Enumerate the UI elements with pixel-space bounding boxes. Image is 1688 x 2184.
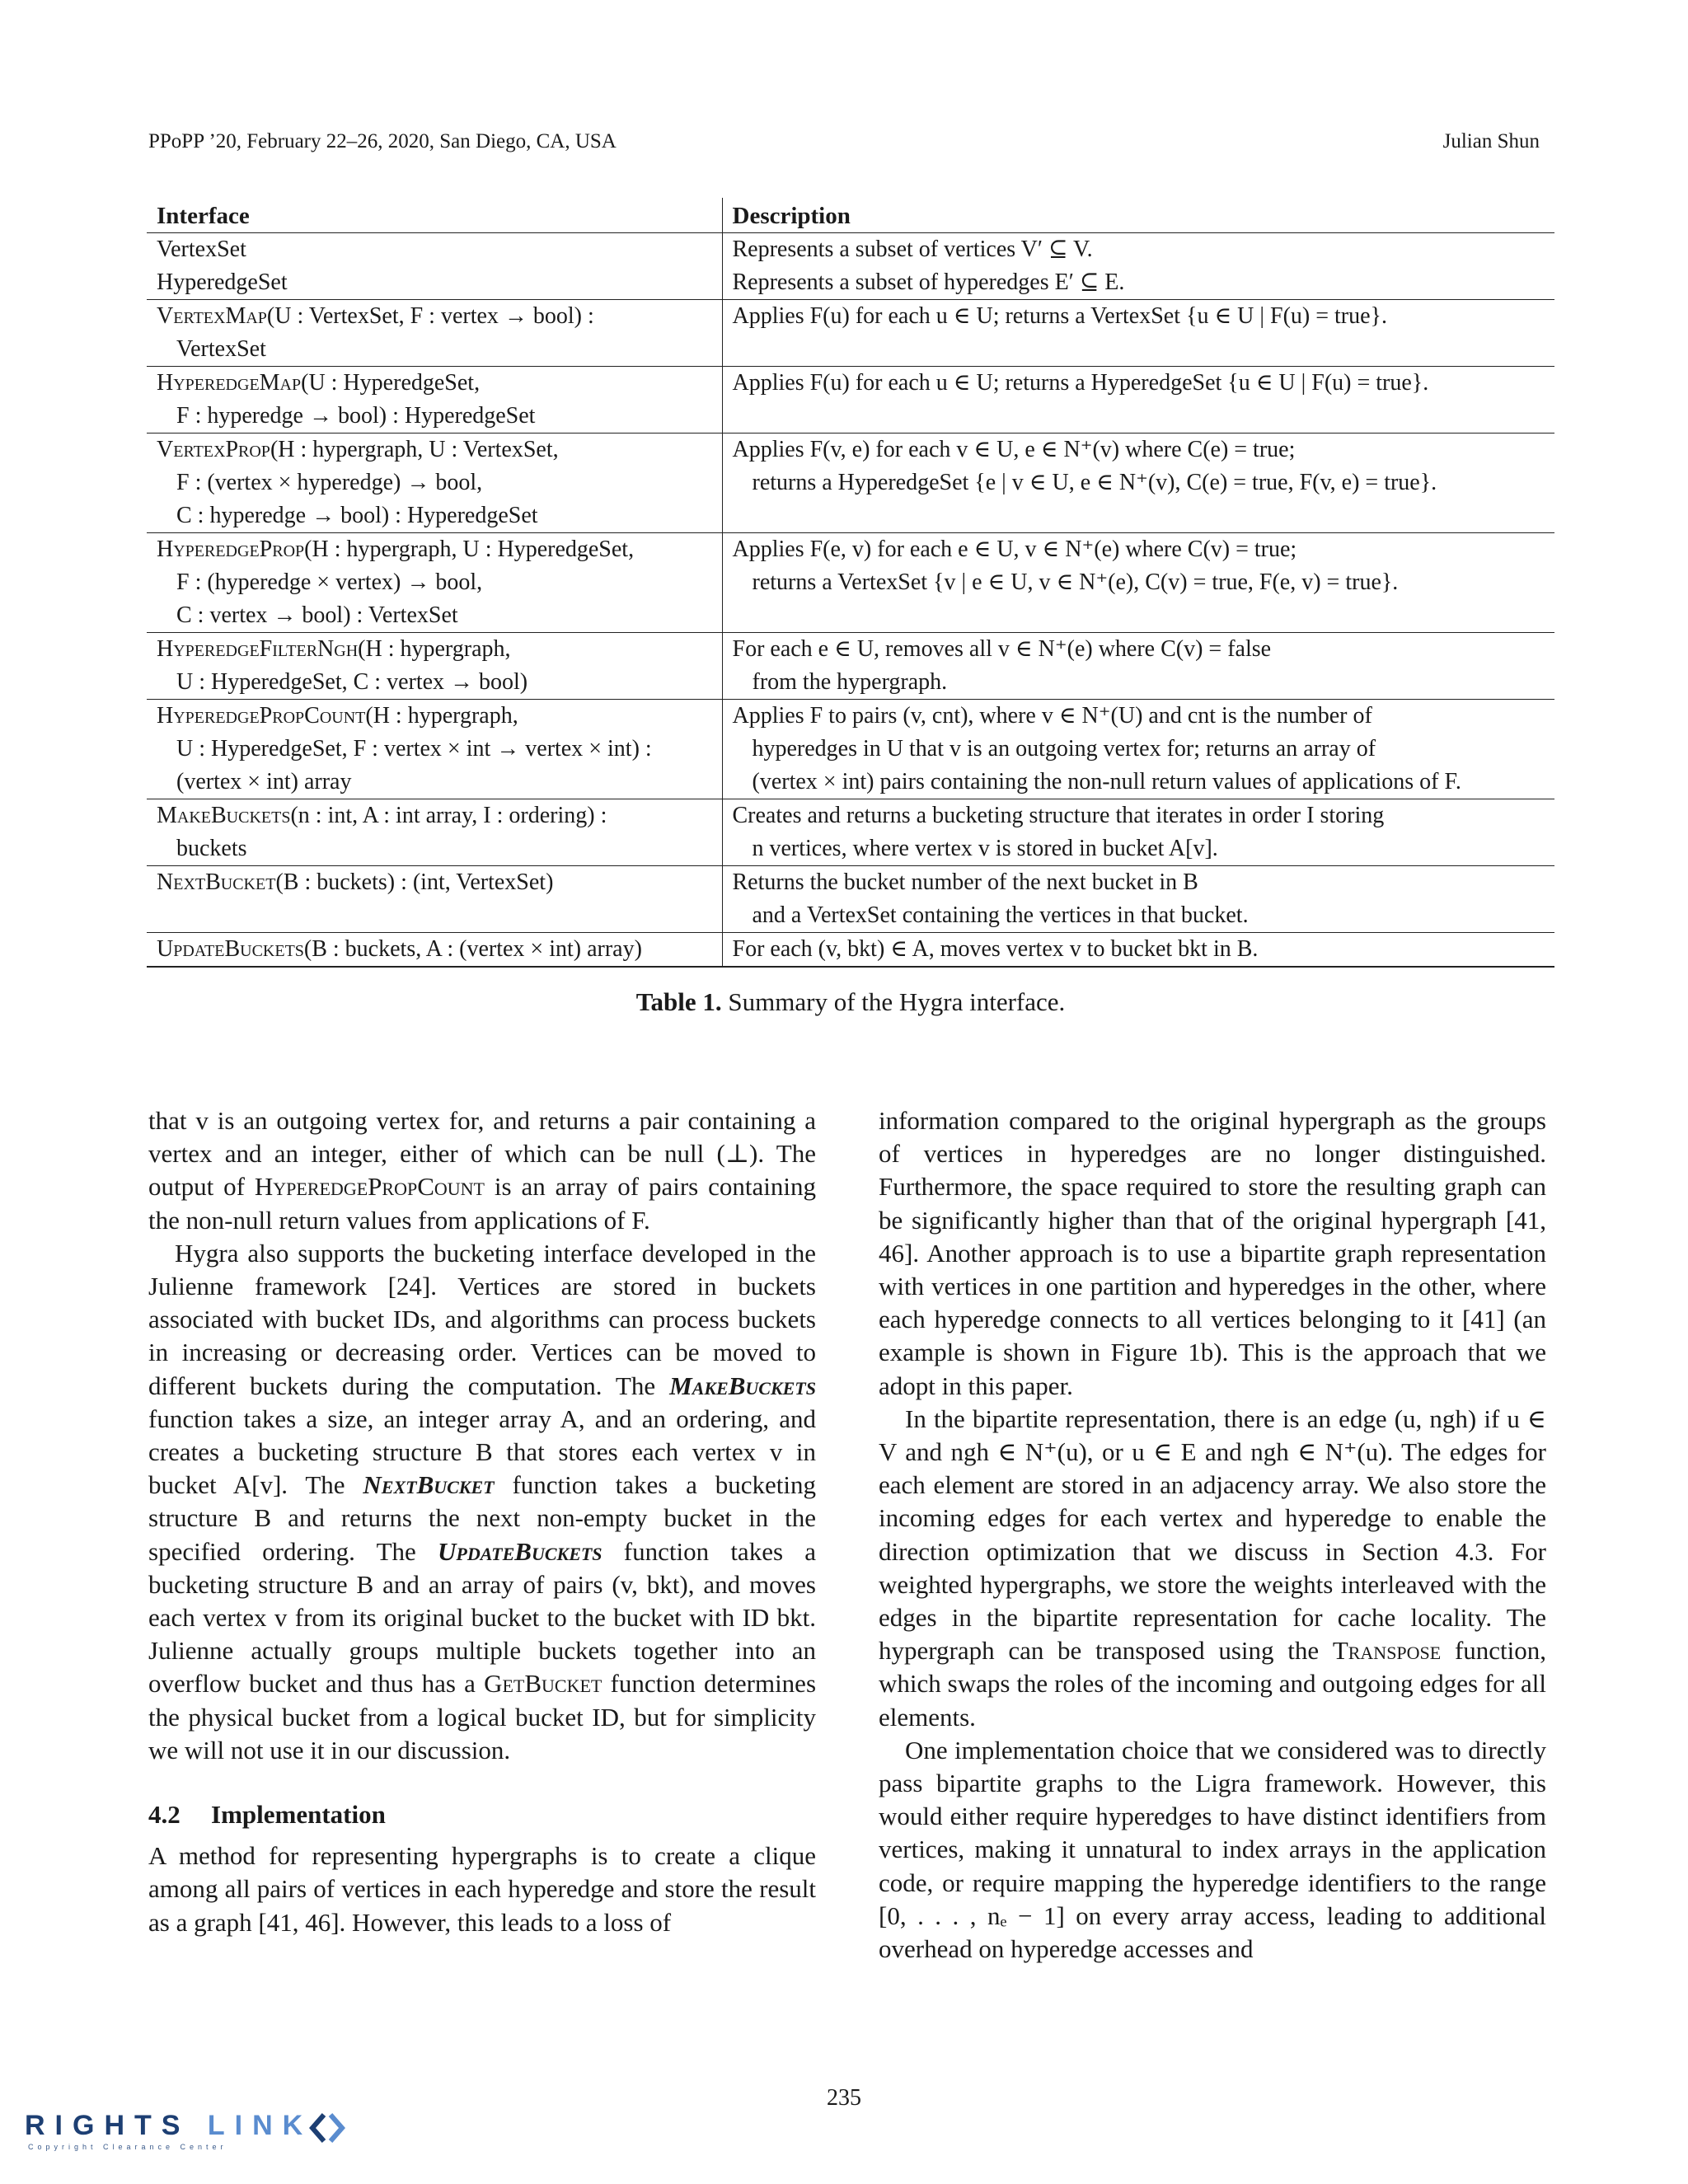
interface-cell: VertexProp(H : hypergraph, U : VertexSet, F : (vertex × hyperedge) → bool, C : hyperedge → bool) : HyperedgeSet [147, 434, 722, 533]
paragraph: One implementation choice that we considered was to directly pass bipartite graphs to the Ligra framework. However, this would either require hyperedges to have distinct identifiers from vertices, making it unnatural to index arrays in the application code, or require mapping the hyperedge identifiers to the range [0, . . . , nₑ − 1] on every array access, leading to additional overhead on hyperedge accesses and [879, 1735, 1546, 1964]
function-name: MakeBuckets [669, 1371, 816, 1400]
interface-cell: HyperedgeSet [157, 269, 288, 295]
description-cell: Returns the bucket number of the next bucket in B and a VertexSet containing the vertices in that bucket. [722, 866, 1554, 933]
right-column [879, 1104, 1546, 1966]
interface-cell: HyperedgeMap(U : HyperedgeSet, F : hyperedge → bool) : HyperedgeSet [147, 367, 722, 434]
paragraph: information compared to the original hypergraph as the groups of vertices in hyperedges are no longer distinguished. Furthermore, the space required to store the resulting graph can be significantly higher than that of the original hypergraph [41, 46]. Another approach is to use a bipartite graph representation with vertices in one partition and hyperedges in the other, where each hyperedge connects to all vertices belonging to it [41] (an example is shown in Figure 1b). This is the approach that we adopt in this paper. [879, 1106, 1546, 1400]
caption-label: Table 1. [635, 987, 722, 1016]
paragraph: A method for representing hypergraphs is to create a clique among all pairs of vertices in each hyperedge and store the result as a graph [41, 46]. However, this leads to a loss of [148, 1841, 816, 1937]
interface-cell: VertexSet [157, 237, 246, 262]
column-header-interface: Interface [147, 198, 722, 233]
interface-cell: VertexMap(U : VertexSet, F : vertex → bool) : VertexSet [147, 300, 722, 367]
function-name: UpdateBuckets [438, 1536, 603, 1566]
interface-cell: UpdateBuckets(B : buckets, A : (vertex × int) array) [147, 933, 722, 968]
section-heading: 4.2 Implementation [148, 1800, 386, 1830]
description-cell: Applies F(v, e) for each v ∈ U, e ∈ N⁺(v) where C(e) = true; returns a HyperedgeSet {e | v ∈ U, e ∈ N⁺(v), C(e) = true, F(v, e) = true}. [722, 434, 1554, 533]
description-cell: Applies F(u) for each u ∈ U; returns a VertexSet {u ∈ U | F(u) = true}. [722, 300, 1554, 367]
table-row [147, 633, 1554, 700]
function-name: Transpose [1332, 1636, 1442, 1666]
paragraph: In the bipartite representation, there is an edge (u, ngh) if u ∈ V and ngh ∈ N⁺(u), or u ∈ E and ngh ∈ N⁺(u). The edges for each element are stored in an adjacency array. We also store the incoming edges for each vertex and hyperedge to enable the direction optimization that we discuss in Section 4.3. For weighted hypergraphs, we store the weights interleaved with the edges in the bipartite representation for cache locality. The hypergraph can be transposed using the Transpose function, which swaps the roles of the incoming and outgoing edges for all elements. [879, 1404, 1547, 1732]
table-row [147, 300, 1554, 367]
description-cell: Represents a subset of hyperedges E′ ⊆ E. [722, 266, 1554, 300]
caption-text: Summary of the Hygra interface. [721, 987, 1066, 1016]
description-cell: Applies F(e, v) for each e ∈ U, v ∈ N⁺(e) where C(v) = true; returns a VertexSet {v | e ∈ U, v ∈ N⁺(e), C(v) = true, F(e, v) = true}. [722, 533, 1554, 633]
table-row [147, 533, 1554, 633]
column-header-description: Description [722, 198, 1554, 233]
paragraph: that v is an outgoing vertex for, and returns a pair containing a vertex and an integer, either of which can be null (⊥). The output of HyperedgePropCount is an array of pairs containing the non-null return values from applications of F. [148, 1106, 816, 1235]
table-caption [147, 987, 1554, 1017]
table-row [147, 933, 1554, 968]
interface-table [147, 198, 1554, 968]
interface-cell: HyperedgeFilterNgh(H : hypergraph, U : HyperedgeSet, C : vertex → bool) [147, 633, 722, 700]
interface-cell: MakeBuckets(n : int, A : int array, I : ordering) : buckets [147, 799, 722, 866]
left-column [148, 1104, 816, 1939]
table-header-row [147, 198, 1554, 233]
table-row [147, 434, 1554, 533]
interface-cell: NextBucket(B : buckets) : (int, VertexSet) [147, 866, 722, 933]
description-cell: For each (v, bkt) ∈ A, moves vertex v to bucket bkt in B. [722, 933, 1554, 968]
description-cell: Creates and returns a bucketing structure that iterates in order I storing n vertices, where vertex v is stored in bucket A[v]. [722, 799, 1554, 866]
table-row [147, 799, 1554, 866]
description-cell: Applies F(u) for each u ∈ U; returns a HyperedgeSet {u ∈ U | F(u) = true}. [722, 367, 1554, 434]
paragraph: Hygra also supports the bucketing interface developed in the Julienne framework [24]. Vertices are stored in buckets associated with bucket IDs, and algorithms can process buckets in increasing or decreasing order. Vertices can be moved to different buckets during the computation. The MakeBuckets function takes a size, an integer array A, and an ordering, and creates a bucketing structure B that stores each vertex v in bucket A[v]. The NextBucket function takes a bucketing structure B and returns the next non-empty bucket in the specified ordering. The UpdateBuckets function takes a bucketing structure B and an array of pairs (v, bkt), and moves each vertex v from its original bucket to the bucket with ID bkt. Julienne actually groups multiple buckets together into an overflow bucket and thus has a GetBucket function determines the physical bucket from a logical bucket ID, but for simplicity we will not use it in our discussion. [148, 1238, 817, 1765]
table-row [147, 866, 1554, 933]
function-name: HyperedgePropCount [254, 1172, 485, 1202]
description-cell: Represents a subset of vertices V′ ⊆ V. [722, 233, 1554, 267]
interface-cell: HyperedgePropCount(H : hypergraph, U : HyperedgeSet, F : vertex × int → vertex × int) : (vertex × int) array [147, 700, 722, 799]
function-name: GetBucket [484, 1669, 603, 1699]
header-author: Julian Shun [1442, 130, 1540, 152]
table-row [147, 700, 1554, 799]
description-cell: For each e ∈ U, removes all v ∈ N⁺(e) where C(v) = false from the hypergraph. [722, 633, 1554, 700]
header-venue: PPoPP ’20, February 22–26, 2020, San Diego, CA, USA [148, 130, 617, 152]
interface-cell: HyperedgeProp(H : hypergraph, U : HyperedgeSet, F : (hyperedge × vertex) → bool, C : vertex → bool) : VertexSet [147, 533, 722, 633]
function-name: NextBucket [363, 1470, 495, 1500]
description-cell: Applies F to pairs (v, cnt), where v ∈ N⁺(U) and cnt is the number of hyperedges in U that v is an outgoing vertex for; returns an array of (vertex × int) pairs containing the non-null return values of applications of F. [722, 700, 1554, 799]
table-row [147, 233, 1554, 267]
table-row [147, 266, 1554, 300]
page-number: 235 [827, 2085, 861, 2111]
chevron-logo-icon [309, 2111, 347, 2144]
rightslink-logo: RIGHTS LINK Copyright Clearance Center [25, 2110, 338, 2154]
table-row [147, 367, 1554, 434]
